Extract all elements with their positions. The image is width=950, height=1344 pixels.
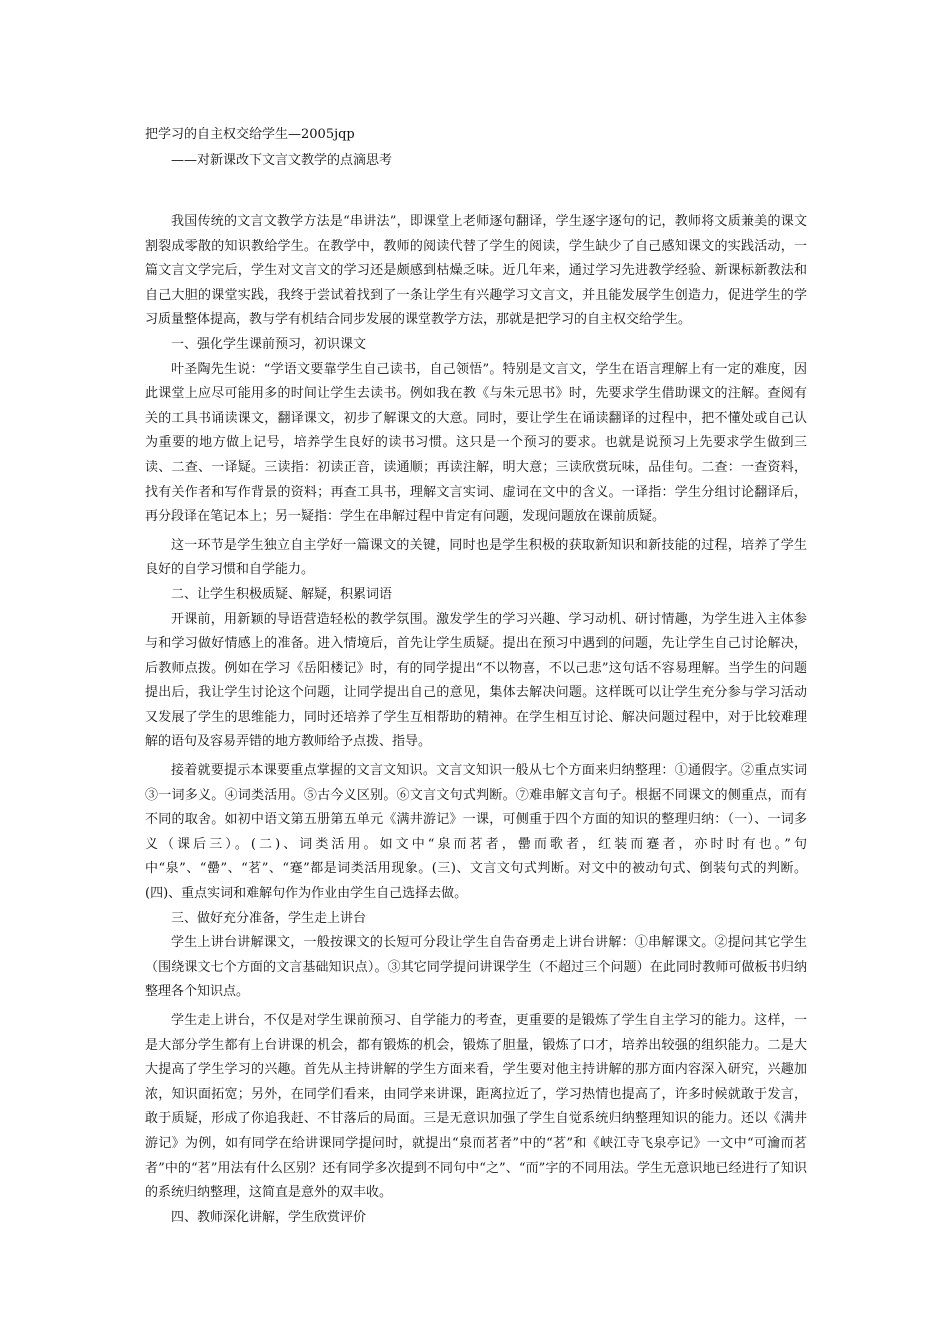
section-3-paragraph-1: 学生上讲台讲解课文，一般按课文的长短可分段让学生自告奋勇走上讲台讲解：①串解课文。②提问其它学生（围绕课文七个方面的文言基础知识点）。③其它同学提问讲课学生（不超过三个问题）在此同时教师可做板书归纳整理各个知识点。 — [145, 935, 807, 1000]
section-heading-3: 三、做好充分准备，学生走上讲台 — [171, 910, 367, 926]
section-heading-2: 二、让学生积极质疑、解疑，积累词语 — [171, 586, 393, 602]
document-page — [145, 122, 807, 1230]
section-1-paragraph-1: 叶圣陶先生说：“学语文要靠学生自己读书，自己领悟”。特别是文言文，学生在语言理解上有一定的难度，因此课堂上应尽可能用多的时间让学生去读书。例如我在教《与朱元思书》时，先要求学生借助课文的注解。查阅有关的工具书诵读课文，翻译课文，初步了解课文的大意。同时，要让学生在诵读翻译的过程中，把不懂处或自己认为重要的地方做上记号，培养学生良好的读书习惯。这只是一个预习的要求。也就是说预习上先要求学生做到三读、二查、一译疑。三读指：初读正音，读通顺；再读注解，明大意；三读欣赏玩味，品佳句。二查：一查资料，找有关作者和写作背景的资料；再查工具书，理解文言实词、虚词在文中的含义。一译指：学生分组讨论翻译后，再分段译在笔记本上；另一疑指：学生在串解过程中肯定有问题，发现问题放在课前质疑。 — [145, 361, 807, 525]
section-heading-4: 四、教师深化讲解，学生欣赏评价 — [171, 1209, 367, 1225]
section-2-paragraph-2: 接着就要提示本课要重点掌握的文言文知识。文言文知识一般从七个方面来归纳整理：①通假字。②重点实词③一词多义。④词类活用。⑤古今义区别。⑥文言文句式判断。⑦难串解文言句子。根据不同课文的侧重点，而有不同的取舍。如初中语文第五册第五单元《满井游记》一课，可侧重于四个方面的知识的整理归纳：（一）、一词多义（课后三）。(二)、词类活用。如文中“泉而茗者，罍而歌者，红装而蹇者，亦时时有也。”句中“泉”、“罍”、“茗”、“蹇”都是词类活用现象。(三)、文言文句式判断。对文中的被动句式、倒装句式的判断。(四)、重点实词和难解句作为作业由学生自己选择去做。 — [145, 763, 807, 902]
intro-paragraph: 我国传统的文言文教学方法是“串讲法”，即课堂上老师逐句翻译，学生逐字逐句的记，教师将文质兼美的课文割裂成零散的知识教给学生。在教学中，教师的阅读代替了学生的阅读，学生缺少了自己感知课文的实践活动，一篇文言文学完后，学生对文言文的学习还是颇感到枯燥乏味。近几年来，通过学习先进教学经验、新课标新教法和自己大胆的课堂实践，我终于尝试着找到了一条让学生有兴趣学习文言文，并且能发展学生创造力，促进学生的学习质量整体提高，教与学有机结合同步发展的课堂教学方法，那就是把学习的自主权交给学生。 — [145, 214, 807, 328]
document-subtitle: ——对新课改下文言文教学的点滴思考 — [171, 153, 393, 168]
section-1-paragraph-2: 这一环节是学生独立自主学好一篇课文的关键，同时也是学生积极的获取新知识和新技能的过程，培养了学生良好的自学习惯和自学能力。 — [145, 537, 807, 578]
section-2-paragraph-1: 开课前，用新颖的导语营造轻松的教学氛围。激发学生的学习兴趣、学习动机、研讨情趣，为学生进入主体参与和学习做好情感上的准备。进入情境后，首先让学生质疑。提出在预习中遇到的问题，先让学生自己讨论解决，后教师点拨。例如在学习《岳阳楼记》时，有的同学提出“不以物喜，不以己悲”这句话不容易理解。当学生的问题提出后，我让学生讨论这个问题，让同学提出自己的意见，集体去解决问题。这样既可以让学生充分参与学习活动又发展了学生的思维能力，同时还培养了学生互相帮助的精神。在学生相互讨论、解决问题过程中，对于比较难理解的语句及容易弄错的地方教师给予点拨、指导。 — [145, 611, 807, 750]
section-heading-1: 一、强化学生课前预习，初识课文 — [171, 336, 367, 352]
document-title: 把学习的自主权交给学生—2005jqp — [145, 127, 355, 142]
section-3-paragraph-2: 学生走上讲台，不仅是对学生课前预习、自学能力的考查，更重要的是锻炼了学生自主学习的能力。这样，一是大部分学生都有上台讲课的机会，都有锻炼的机会，锻炼了胆量，锻炼了口才，培养出较强的组织能力。二是大大提高了学生学习的兴趣。首先从主持讲解的学生方面来看，学生要对他主持讲解的那方面内容深入研究，兴趣加浓，知识面拓宽；另外，在同学们看来，由同学来讲课，距离拉近了，学习热情也提高了，许多时候就敢于发言，敢于质疑，形成了你追我赶、不甘落后的局面。三是无意识加强了学生自觉系统归纳整理知识的能力。还以《满井游记》为例，如有同学在给讲课同学提问时，就提出“泉而茗者”中的“茗”和《峡江寺飞泉亭记》一文中“可瀹而茗者”中的“茗”用法有什么区别？还有同学多次提到不同句中“之”、“而”字的不同用法。学生无意识地已经进行了知识的系统归纳整理，这简直是意外的双丰收。 — [145, 1013, 807, 1201]
